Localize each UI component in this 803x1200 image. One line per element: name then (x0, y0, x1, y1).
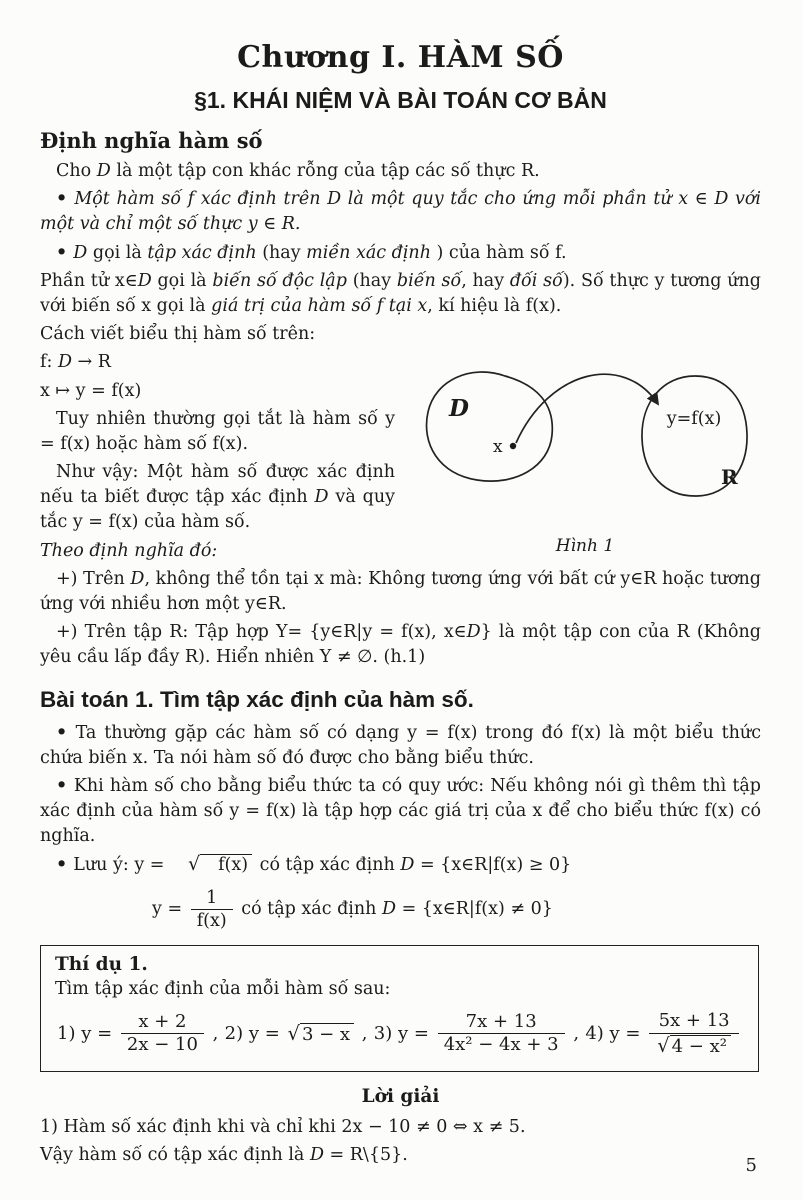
paragraph-notation: Cách viết biểu thị hàm số trên: (40, 324, 316, 345)
problem1-heading: Bài toán 1. Tìm tập xác định của hàm số. (40, 686, 474, 712)
note-frac-domain: y = $\frac{1}{f(x)}$ có tập xác định D = {x∈R|f(x) ≠ 0} (152, 887, 553, 931)
chapter-title: Chương I. HÀM SỐ (237, 40, 564, 75)
paragraph-remark-1: +) Trên D, không thể tồn tại x mà: Không tương ứng với bất cứ y∈R hoặc tương ứng với nhiều hơn một y∈R. (40, 568, 762, 614)
example-items-row (55, 1007, 744, 1057)
section-title: §1. KHÁI NIỆM VÀ BÀI TOÁN CƠ BẢN (194, 87, 607, 113)
example-title: Thí dụ 1. (55, 953, 148, 975)
figure-caption: Hình 1 (555, 536, 615, 557)
solution-line-1: 1) Hàm số xác định khi và chỉ khi 2x − 10 ≠ 0 ⇔ x ≠ 5. (40, 1116, 526, 1137)
domain-label: D (449, 395, 469, 423)
bullet-def-domain: • D gọi là tập xác định (hay miền xác định ) của hàm số f. (40, 241, 761, 266)
mapping-diagram-svg (409, 354, 761, 536)
formula-x-maps: x ↦ y = f(x) (40, 380, 142, 401)
paragraph-nhu-vay: Như vậy: Một hàm số được xác định nếu ta biết được tập xác định D và quy tắc y = f(x) của hàm số. (40, 462, 396, 533)
solution-line-2: Vậy hàm số có tập xác định là D = R\{5}. (40, 1144, 408, 1165)
mapping-arrow (516, 375, 658, 444)
domain-blob (427, 372, 553, 481)
map-value-label: y=f(x) (666, 409, 722, 430)
paragraph-variables: Phần tử x∈D gọi là biến số độc lập (hay biến số, hay đối số). Số thực y tương ứng với biến số x gọi là giá trị của hàm số f tại x, kí hiệu là f(x). (40, 270, 762, 316)
page-number: 5 (745, 1155, 757, 1176)
element-x-label: x (493, 437, 503, 458)
element-x-dot (510, 443, 516, 449)
paragraph-remark-2: +) Trên tập R: Tập hợp Y= {y∈R|y = f(x), x∈D} là một tập con của R (Không yêu cầu lấp đầy R). Hiển nhiên Y ≠ ∅. (h.1) (40, 622, 761, 668)
example-item-4: 4) y = 5x + 13 √ 4 − x² (585, 1011, 742, 1057)
formula-f-d-r: f: D → R (40, 352, 111, 373)
note-sqrt-domain: • Lưu ý: y = √ f(x) có tập xác định D = {x∈R|f(x) ≥ 0} (40, 853, 761, 878)
figure-mapping-diagram (409, 354, 761, 556)
bullet-problem1-a: • Ta thường gặp các hàm số có dạng y = f(x) trong đó f(x) là một biểu thức chứa biến x. Ta nói hàm số đó được cho bằng biểu thức. (40, 721, 761, 771)
definition-heading: Định nghĩa hàm số (40, 128, 263, 153)
example-intro: Tìm tập xác định của mỗi hàm số sau: (55, 978, 391, 999)
paragraph-shorthand: Tuy nhiên thường gọi tắt là hàm số y = f(x) hoặc hàm số f(x). (40, 408, 395, 454)
bullet-problem1-b: • Khi hàm số cho bằng biểu thức ta có quy ước: Nếu không nói gì thêm thì tập xác định của hàm số y = f(x) là tập hợp các giá trị của x để cho biểu thức f(x) có nghĩa. (40, 774, 761, 850)
codomain-label: R (721, 465, 738, 490)
paragraph-theo-dinh-nghia: Theo định nghĩa đó: (40, 540, 218, 561)
bullet-def-rule: • Một hàm số f xác định trên D là một quy tắc cho ứng mỗi phần tử x ∈ D với một và chỉ một số thực y ∈ R. (40, 187, 761, 237)
example-item-3: 3) y = $\frac{7x + 13}{\text{4x² − 4x + 3}}$ , (373, 1010, 580, 1056)
example-item-2: 2) y = √ 3 − x , (224, 1021, 368, 1045)
paragraph-def-intro: Cho D là một tập con khác rỗng của tập các số thực R. (56, 161, 540, 181)
example-item-1: 1) y = $\frac{x + 2}{2x - 10}$ , (57, 1010, 219, 1056)
solution-heading: Lời giải (361, 1085, 440, 1107)
example-box (40, 945, 759, 1072)
